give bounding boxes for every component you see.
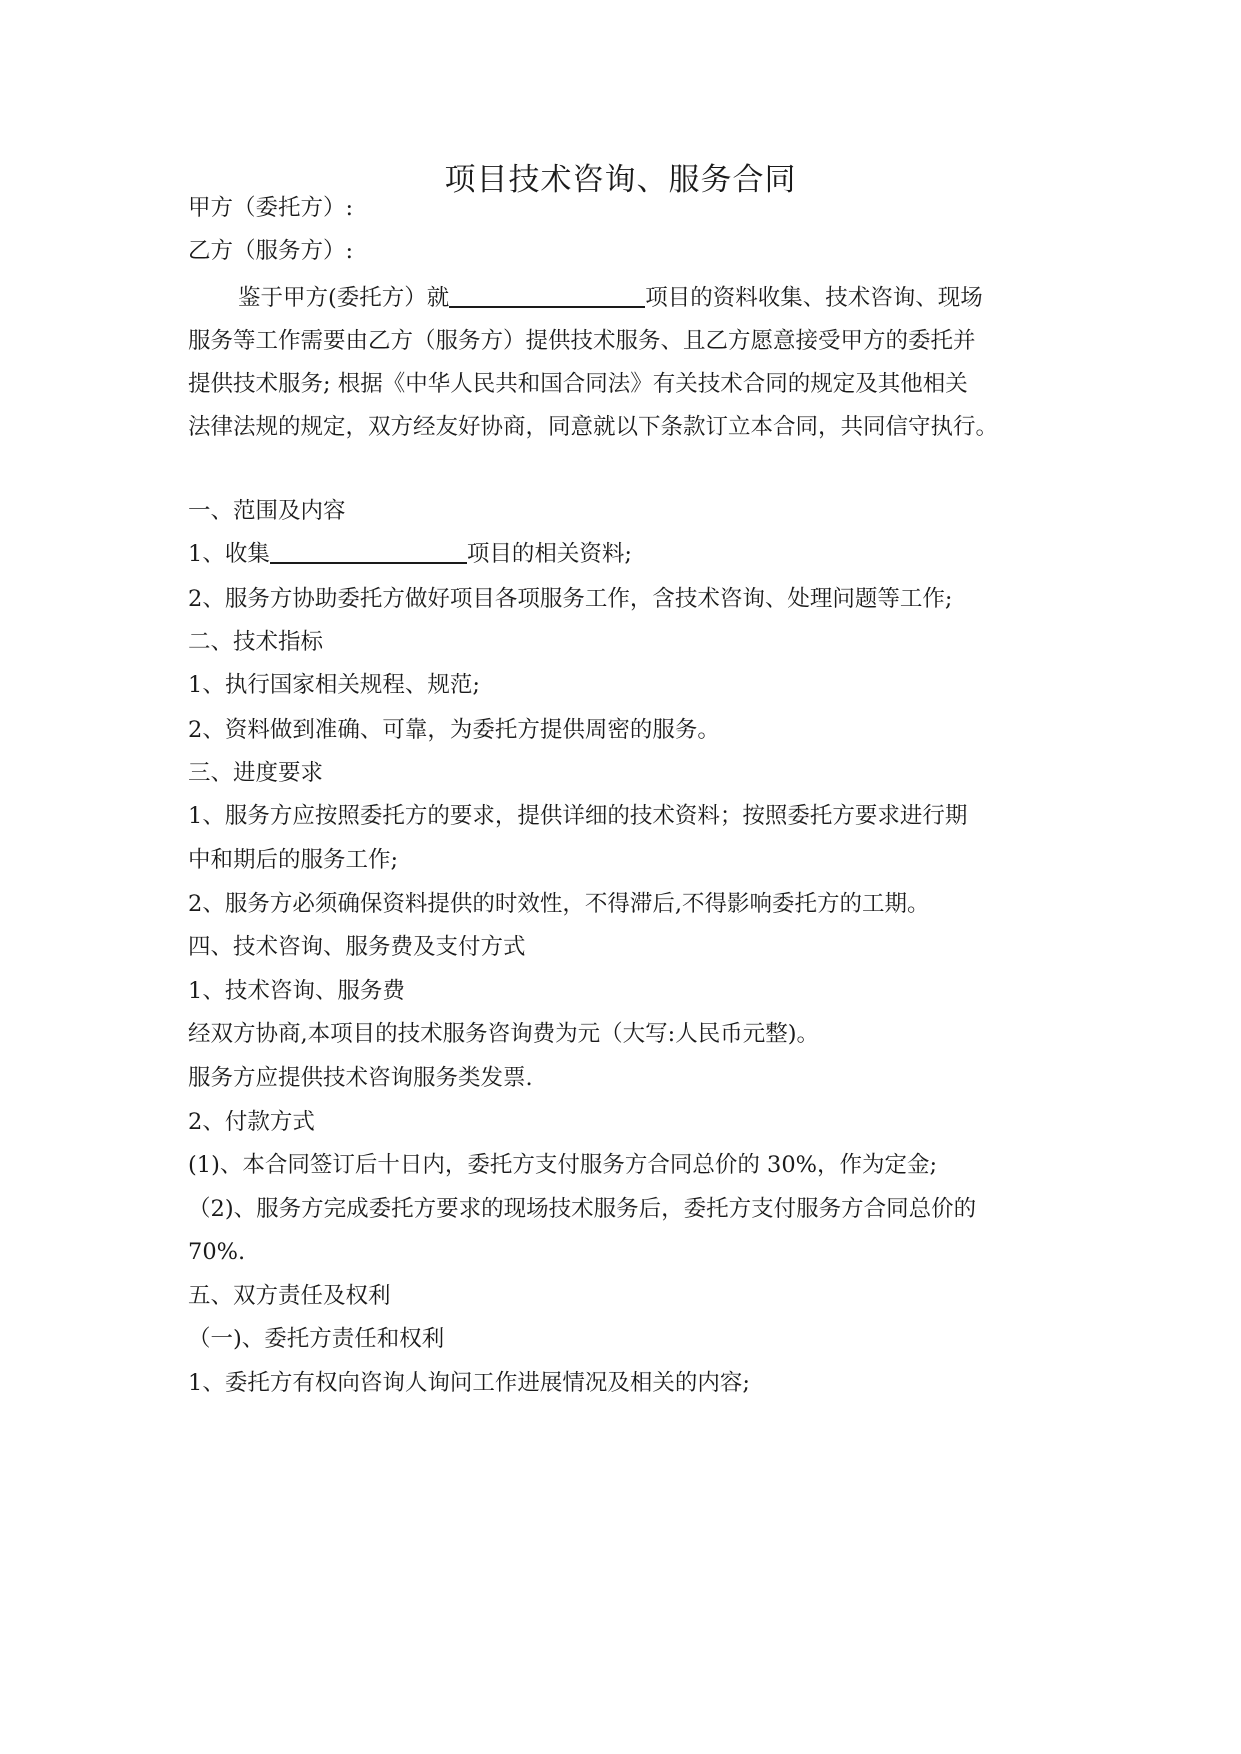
section-1-item-2: 2、服务方协助委托方做好项目各项服务工作，含技术咨询、处理问题等工作; bbox=[188, 586, 953, 612]
preamble-line-1 bbox=[238, 282, 1108, 314]
preamble-line-2: 服务等工作需要由乙方（服务方）提供技术服务、且乙方愿意接受甲方的委托并 bbox=[188, 328, 976, 354]
section-1-item-1 bbox=[188, 538, 1058, 570]
preamble-text-before-blank: 鉴于甲方(委托方）就 bbox=[238, 285, 450, 311]
invoice-text: 服务方应提供技术咨询服务类发票. bbox=[188, 1065, 533, 1091]
item-text-after-blank: 项目的相关资料; bbox=[466, 541, 632, 567]
section-5-sub-1: （一)、委托方责任和权利 bbox=[188, 1326, 445, 1352]
section-1-heading: 一、范围及内容 bbox=[188, 498, 346, 524]
section-3-item-2: 2、服务方必须确保资料提供的时效性，不得滞后,不得影响委托方的工期。 bbox=[188, 891, 930, 917]
party-a-label: 甲方（委托方）: bbox=[188, 195, 354, 221]
section-5-heading: 五、双方责任及权利 bbox=[188, 1283, 391, 1309]
section-4-sub-1: 1、技术咨询、服务费 bbox=[188, 978, 405, 1004]
section-4-heading: 四、技术咨询、服务费及支付方式 bbox=[188, 934, 526, 960]
project-name-blank bbox=[449, 284, 645, 308]
payment-term-1: (1)、本合同签订后十日内，委托方支付服务方合同总价的 30%，作为定金; bbox=[188, 1152, 938, 1178]
party-b-label: 乙方（服务方）: bbox=[188, 238, 354, 264]
section-4-sub-2: 2、付款方式 bbox=[188, 1109, 315, 1135]
payment-term-2-line-2: 70%. bbox=[188, 1239, 246, 1265]
payment-term-2-line-1: （2)、服务方完成委托方要求的现场技术服务后，委托方支付服务方合同总价的 bbox=[188, 1196, 977, 1222]
document-title: 项目技术咨询、服务合同 bbox=[444, 162, 797, 198]
section-3-heading: 三、进度要求 bbox=[188, 760, 324, 786]
section-5-item-1: 1、委托方有权向咨询人询问工作进展情况及相关的内容; bbox=[188, 1370, 750, 1396]
section-2-item-2: 2、资料做到准确、可靠，为委托方提供周密的服务。 bbox=[188, 717, 720, 743]
preamble-text-after-blank: 项目的资料收集、技术咨询、现场 bbox=[645, 285, 983, 311]
section-2-item-1: 1、执行国家相关规程、规范; bbox=[188, 672, 480, 698]
section-3-item-1-line-2: 中和期后的服务工作; bbox=[188, 847, 399, 873]
project-name-blank bbox=[270, 540, 467, 564]
section-3-item-1-line-1: 1、服务方应按照委托方的要求，提供详细的技术资料；按照委托方要求进行期 bbox=[188, 803, 968, 829]
service-fee-text: 经双方协商,本项目的技术服务咨询费为元（大写:人民币元整)。 bbox=[188, 1021, 820, 1047]
preamble-line-3: 提供技术服务; 根据《中华人民共和国合同法》有关技术合同的规定及其他相关 bbox=[188, 371, 968, 397]
item-text-before-blank: 1、收集 bbox=[188, 541, 270, 567]
section-2-heading: 二、技术指标 bbox=[188, 629, 324, 655]
preamble-line-4: 法律法规的规定，双方经友好协商，同意就以下条款订立本合同，共同信守执行。 bbox=[188, 414, 999, 440]
